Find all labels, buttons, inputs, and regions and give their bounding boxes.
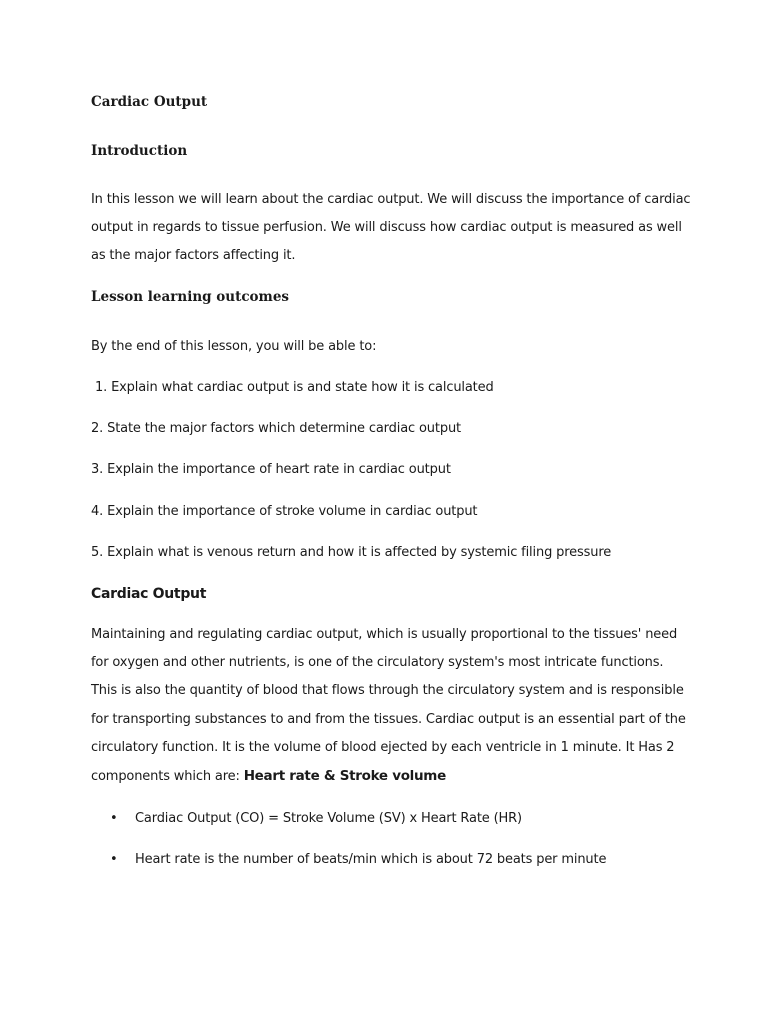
cardiac-output-paragraph	[91, 621, 686, 791]
bullet-marker-2: •	[110, 852, 118, 867]
bullet-marker-1: •	[110, 811, 118, 826]
document-title: Cardiac Output	[91, 94, 208, 110]
cardiac-output-section-heading: Cardiac Output	[91, 586, 207, 602]
cardiac-output-paragraph-text: Maintaining and regulating cardiac output, which is usually proportional to the tissues' need for oxygen and other nutrients, is one of the circulatory system's most intricate functions. This is also the quantity of blood that flows through the circulatory system and is responsible for transporting substances to and from the tissues. Cardiac output is an essential part of the circulatory function. It is the volume of blood ejected by each ventricle in 1 minute. It Has 2 components which are:	[91, 627, 686, 785]
outcome-item-1: 1. Explain what cardiac output is and state how it is calculated	[91, 380, 494, 395]
bullet-item-1: Cardiac Output (CO) = Stroke Volume (SV) x Heart Rate (HR)	[135, 811, 522, 826]
introduction-heading: Introduction	[91, 143, 188, 159]
bullet-item-2: Heart rate is the number of beats/min which is about 72 beats per minute	[135, 852, 607, 867]
outcome-item-2: 2. State the major factors which determine cardiac output	[91, 421, 461, 436]
components-bold-text: Heart rate & Stroke volume	[243, 768, 446, 785]
introduction-paragraph: In this lesson we will learn about the cardiac output. We will discuss the importance of cardiac output in regards to tissue perfusion. We will discuss how cardiac output is measured as well as the major factors affecting it.	[91, 192, 691, 264]
learning-outcomes-heading: Lesson learning outcomes	[91, 289, 290, 305]
outcome-item-5: 5. Explain what is venous return and how it is affected by systemic filing pressure	[91, 545, 612, 560]
outcome-item-3: 3. Explain the importance of heart rate in cardiac output	[91, 462, 451, 477]
outcomes-intro: By the end of this lesson, you will be able to:	[91, 339, 377, 354]
outcome-item-4: 4. Explain the importance of stroke volume in cardiac output	[91, 504, 478, 519]
